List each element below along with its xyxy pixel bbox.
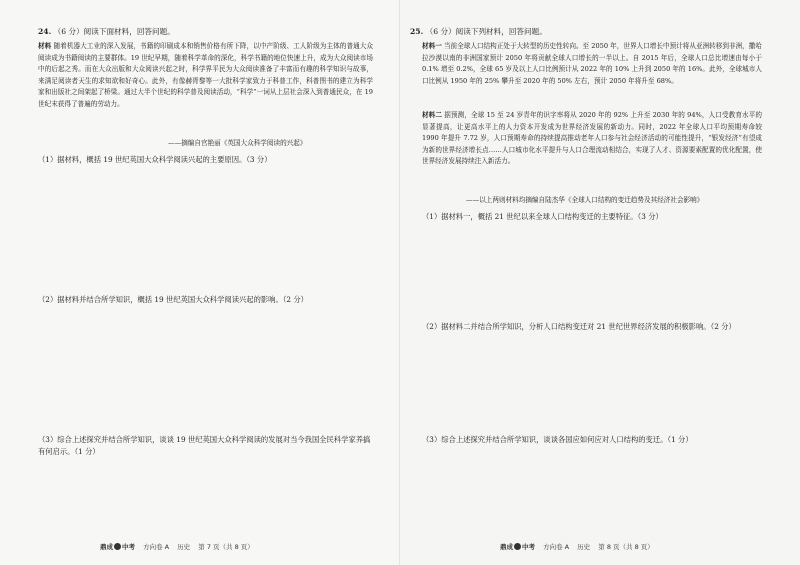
subject-name: 历史 — [577, 543, 591, 551]
question-24-header — [38, 26, 175, 37]
material-2-text: 据预测，全球 15 至 24 岁青年的识字率将从 2020 年的 92% 上升至 2030 年的 94%，人口受教育水平的显著提高，让更高水平上的人力资本开发成为世界经济发展的新动力。同时，2022 年全球人口平均预期寿命较 1990 年提升 7.72 岁，人口预期寿命的持续提高推动老年人口参与社会经济活动的可能性提升，“银发经济”有望成为新的世界经济增长点……人口城市化水平提升与人口合理流动相结合，实现了人才、资源要素配置的优化配置，使世界经济发展持续注入新活力。 — [422, 111, 762, 166]
exam-page-right — [400, 0, 800, 565]
sub-question-2: （2）据材料并结合所学知识，概括 19 世纪英国大众科学阅读兴起的影响。（2 分） — [38, 295, 308, 304]
question-intro: （6 分）阅读下列材料，回答问题。 — [425, 27, 547, 36]
material-label: 材料 — [38, 42, 52, 50]
page-number: 第 7 页（共 8 页） — [198, 543, 254, 551]
brand-logo-icon — [514, 543, 521, 550]
material-source: ——以上两则材料均摘编自陆杰华《全球人口结构的变迁趋势及其经济社会影响》 — [466, 196, 704, 204]
material-1-label: 材料一 — [422, 42, 442, 50]
material-text: 随着机器大工业的深入发展，书籍的印刷成本和销售价格有所下降，以中产阶级、工人阶级为主体的普通大众阅读成为书籍阅读的主要群体。19 世纪早期，随着科学革命的深化，科学书籍的地位快速上升，成为大众阅读市场中的后起之秀。而在大众出版和大众阅读兴起之时，科学界平民为大众阅读准备了丰富而有趣的科学知识与故事，来满足阅读者天生的求知欲和好奇心。此外，有像赫胥黎等一大批科学家致力于科普工作，科普图书的建立为科学家和出版社之间架起了桥梁。通过大半个世纪的科学普及阅读活动，“科学”一词从上层社会深入到普通民众，在 19 世纪末获得了普遍的劳动力。 — [38, 42, 374, 108]
page-number: 第 8 页（共 8 页） — [598, 543, 654, 551]
material-2-label: 材料二 — [422, 111, 443, 119]
sub-question-1: （1）据材料一，概括 21 世纪以来全球人口结构变迁的主要特征。（3 分） — [422, 212, 663, 221]
material-1-text: 当前全球人口结构正处于大转型的历史性转向。至 2050 年，世界人口增长中预计将从亚洲转移到非洲，撒哈拉沙漠以南的非洲国家预计 2050 年将贡献全球人口增长的一半以上。自 2015 年后，全球人口总比增速由每小于 0.1% 增至 0.2%，全球 65 岁及以上人口比例预计从 2022 年的 10% 上升到 2050 年的 16%。此外，全球城市人口比例从 1950 年的 25% 攀升至 2020 年的 50% 左右，预计 2050 年将升至 68%。 — [422, 42, 762, 85]
paper-name: 方向卷 A — [543, 543, 570, 551]
page-footer — [500, 542, 660, 551]
material-source: ——摘编自官艳丽《英国大众科学阅读的兴起》 — [168, 139, 307, 147]
question-number: 24. — [38, 27, 52, 36]
material-2-paragraph — [422, 110, 762, 168]
brand-text: 鼎成 中考 — [100, 543, 135, 551]
material-paragraph — [38, 41, 373, 111]
brand-logo-icon — [114, 543, 121, 550]
question-number: 25. — [410, 27, 424, 36]
sub-question-3: （3）综合上述探究并结合所学知识，谈谈 19 世纪英国大众科学阅读的发展对当今我国全民科学家养搞有何启示。（1 分） — [38, 435, 371, 456]
material-1-paragraph — [422, 41, 762, 87]
sub-question-2: （2）据材料二并结合所学知识，分析人口结构变迁对 21 世纪世界经济发展的积极影响。（2 分） — [422, 322, 736, 331]
sub-question-1: （1）据材料，概括 19 世纪英国大众科学阅读兴起的主要原因。（3 分） — [38, 155, 272, 164]
subject-name: 历史 — [177, 543, 191, 551]
question-intro: （6 分）阅读下面材料，回答问题。 — [53, 27, 175, 36]
paper-name: 方向卷 A — [143, 543, 170, 551]
question-25-header — [410, 26, 547, 37]
page-footer — [100, 542, 260, 551]
sub-question-3: （3）综合上述探究并结合所学知识，谈谈各国应如何应对人口结构的变迁。（1 分） — [422, 435, 693, 444]
brand-text: 鼎成 中考 — [500, 543, 535, 551]
